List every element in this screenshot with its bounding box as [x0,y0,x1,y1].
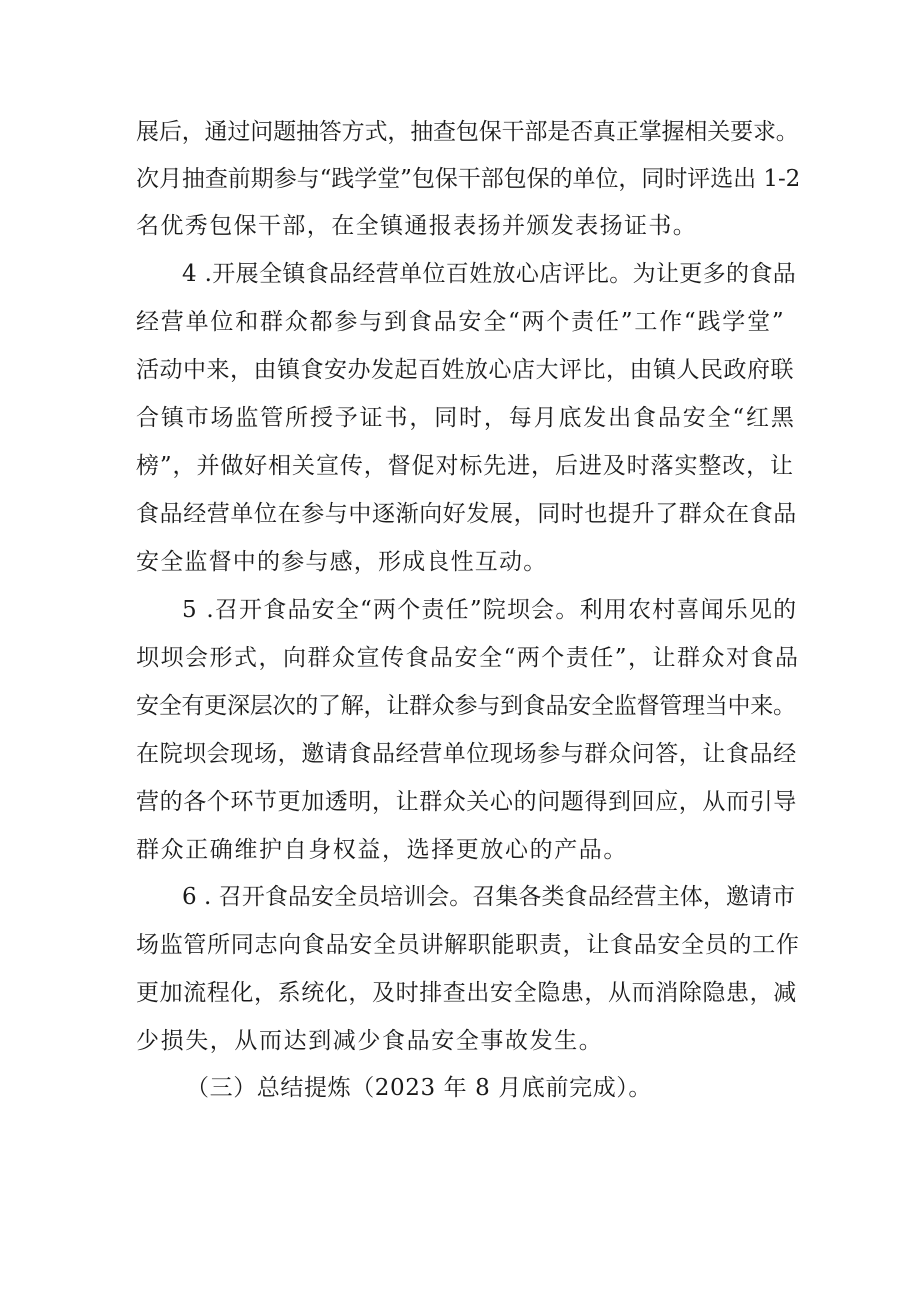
text-line: 食品经营单位在参与中逐渐向好发展，同时也提升了群众在食品 [136,501,797,527]
text-line: 次月抽查前期参与“践学堂”包保干部包保的单位，同时评选出 1-2 [136,166,801,192]
text-line: 安全监督中的参与感，形成良性互动。 [136,549,548,575]
text-line: 更加流程化，系统化，及时排查出安全隐患，从而消除隐患，减 [136,980,797,1006]
text-line: 名优秀包保干部，在全镇通报表扬并颁发表扬证书。 [136,213,698,239]
text-line: 4 .开展全镇食品经营单位百姓放心店评比。为让更多的食品 [182,261,797,287]
text-line: 在院坝会现场，邀请食品经营单位现场参与群众问答，让食品经 [136,741,797,767]
text-line: 安全有更深层次的了解，让群众参与到食品安全监督管理当中来。 [136,693,796,719]
text-line: 6 . 召开食品安全员培训会。召集各类食品经营主体，邀请市 [182,884,796,910]
section-heading-text: （三）总结提炼（2023 年 8 月底前完成）。 [186,1075,652,1101]
text-line: 经营单位和群众都参与到食品安全“两个责任”工作“践学堂” [136,309,786,335]
text-line: 展后，通过问题抽答方式，抽查包保干部是否真正掌握相关要求。 [136,119,799,145]
text-line: 榜”，并做好相关宣传，督促对标先进，后进及时落实整改，让 [136,453,794,479]
text-line: 坝坝会形式，向群众宣传食品安全“两个责任”，让群众对食品 [136,645,800,671]
text-line: 场监管所同志向食品安全员讲解职能职责，让食品安全员的工作 [136,932,800,958]
text-line: 5 .召开食品安全“两个责任”院坝会。利用农村喜闻乐见的 [182,597,798,623]
text-line: 营的各个环节更加透明，让群众关心的问题得到回应，从而引导 [136,789,797,815]
text-line: 活动中来，由镇食安办发起百姓放心店大评比，由镇人民政府联 [136,357,794,383]
text-line: 合镇市场监管所授予证书，同时，每月底发出食品安全“红黑 [136,405,796,431]
text-line: 少损失，从而达到减少食品安全事故发生。 [136,1028,604,1054]
text-line: 群众正确维护自身权益，选择更放心的产品。 [136,837,628,863]
